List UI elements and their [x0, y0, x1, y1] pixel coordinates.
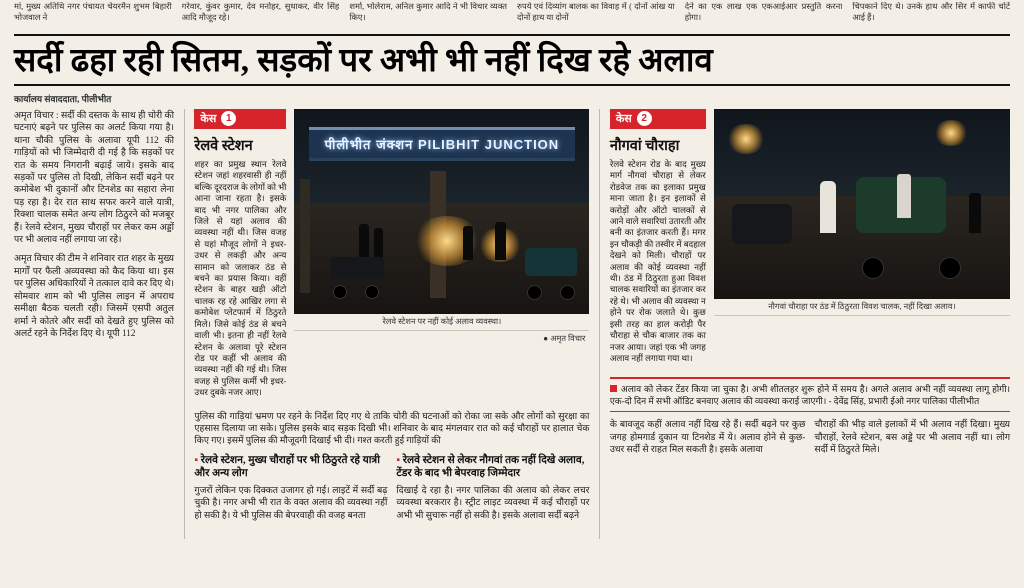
case-2-subhead: नौगवां चौराहा [609, 138, 680, 154]
case-2-photo-wrap [714, 109, 1010, 316]
nauganwa-chauraha-photo [714, 109, 1010, 299]
case-1-caption: रेलवे स्टेशन पर नहीं कोई अलाव व्यवस्था। [294, 314, 589, 331]
photo-wheel [862, 257, 884, 279]
top-strip-col: देने का एक लाख एक एकआईआर प्रस्तुति करना होगा। [684, 2, 843, 22]
red-square-icon [610, 385, 617, 392]
bullet-head: ▪ रेलवे स्टेशन, मुख्य चौराहों पर भी ठिठुरते रहे यात्री और अन्य लोग [194, 454, 387, 480]
photo-wheel [939, 257, 961, 279]
divider-top [14, 34, 1010, 36]
case-1-credit: ● अमृत विचार [543, 334, 586, 343]
station-name-board: पीलीभीत जंक्शन PILIBHIT JUNCTION [309, 127, 575, 161]
official-quote-value: अलाव को लेकर टेंडर किया जा चुका है। अभी शीतलहर शुरू होने में समय है। अगले अलाव अभी नहीं व्यवस्था लागू होगी। एक-दो दिन में सभी ऑडिट बनवाए अलाव की व्यवस्था कराई जाएगी। - देवेंद्र सिंह, प्रभारी ईओ नगर पालिका पीलीभीत [609, 384, 1010, 407]
photo-person [969, 193, 981, 233]
bottom-col [610, 418, 806, 462]
case-2-caption: नौगवां चौराहा पर ठंड में ठिठुरता विवश चालक, नहीं दिखा अलाव। [714, 299, 1010, 316]
top-strip-col: चिपकाने दिए थे। उनके हाथ और सिर में काफी चोटें आई हैं। [852, 2, 1011, 22]
photo-vehicle [330, 257, 384, 279]
divider-headline [14, 84, 1010, 86]
railway-station-photo [294, 109, 589, 314]
case-2-tag [610, 109, 706, 129]
official-quote-text [610, 383, 1010, 407]
case-1-tag-number: 1 [221, 111, 236, 126]
case-2-tag-label: केस [615, 113, 632, 125]
photo-person [359, 224, 369, 260]
top-truncated-strip [0, 0, 1024, 34]
byline: कार्यालय संवाददाता, पीलीभीत [14, 94, 112, 104]
bottom-col-text: चौराहों की भीड़ वाले इलाकों में भी अलाव नहीं दिखा। मुख्य चौराहों, रेलवे स्टेशन, बस अड्डे पर भी अलाव नहीं था। लोग सर्दी में ठिठुरते मिले। [814, 419, 1010, 455]
bullet-text: गुजरों लेकिन एक दिक्कत उजागर हो गई। लाइटें में सर्दी बढ़ चुकी है। नगर अभी भी रात के वक्त अलाव की व्यवस्था नहीं हो सकी है। ये भी पुलिस की बेपरवाही की वजह बनता [194, 484, 388, 520]
case-1-subhead: रेलवे स्टेशन [194, 138, 253, 154]
left-text-column [14, 109, 174, 539]
bottom-col-text: के बावजूद कहीं अलाव नहीं दिख रहे हैं। सर्दी बढ़ने पर कुछ जगह होमगार्ड दुकान या टिनशेड में ये। अलाव होने से कुछ-उधर सर्दी से राहत मिल सकती है। इसके अलावा [609, 419, 806, 455]
photo-person [463, 226, 473, 260]
page-headline: सर्दी ढहा रही सितम, सड़कों पर अभी भी नहीं दिख रहे अलाव [14, 43, 713, 79]
photo-wheel [333, 285, 347, 299]
case-1-para-a: शहर का प्रमुख स्थान रेलवे स्टेशन जहां शहरवासी ही नहीं बल्कि दूरदराज के लोगों को भी आना जाना रहता है। इसके बाद भी नगर पालिका और जिले से यहां अलाव की व्यवस्था नहीं थी। जिस वजह से यहां मौजूद लोगों ने इधर-उधर से लकड़ी और अन्य सामान को जलाकर ठंड से बचने का प्रयास किया। वहीं स्टेशन के बाहर खड़ी ऑटो चालक रह रहे आखिर लगा से कमोबेश प्लेटफार्म में ठिठुरते मिले। जिसे कोई ठंड से बचने वाली भी। इतना ही नहीं रेलवे स्टेशन के अलावा पूरे स्टेशन रोड पर कहीं भी अलाव की व्यवस्था नहीं की गई थी। जिस वजह से पुलिस कर्मी भी इधर-उधर दुबके नजर आए। [194, 159, 287, 398]
case-1-bullets [194, 454, 589, 528]
case-1-block [194, 109, 589, 539]
case-2-tag-number: 2 [637, 111, 652, 126]
case-1-tag-label: केस [200, 113, 217, 125]
bottom-col [814, 418, 1010, 462]
case-2-block [610, 109, 1010, 539]
photo-person [897, 174, 911, 218]
photo-streetlight-glow [726, 124, 766, 154]
photo-vehicle [732, 204, 792, 244]
top-strip-col: गरेवार, कुंवर कुमार, देव मनोहर, सुधाकर, वीर सिंह आदि मौजूद रहे। [181, 2, 340, 22]
case-2-para: रेलवे स्टेशन रोड के बाद मुख्य मार्ग नौगवां चौराहा से लेकर रोडवेज तक का इलाका प्रमुख माना जाता है। इन इलाकों से करोड़ों और ऑटो चालकों से आने वाले सवारियां उतारती और बनी का इंतजार करती हैं। मगर इन चौकड़ी की तस्वीर में बदहाल देखने को मिली। चौराहों पर अलाव की कोई व्यवस्था नहीं थी। ठंड में ठिठुरता हुआ विवश चालक सवारियों का इंतजार कर रहे थे। भी अलाव की व्यवस्था न होने पर रोक जलाते थे। कुछ इसी तरह का हाल करोड़ी पैर चौराहा से चौक बाजार तक का नजर आया। जहां एक भी जगह अलाव नहीं लगाया गया था। [609, 159, 706, 363]
main-content [14, 109, 1010, 539]
left-para: अमृत विचार की टीम ने शनिवार रात शहर के मुख्य मार्गों पर फैली अव्यवस्था को कैद किया था। इस पर पुलिस अधिकारियों ने तत्काल दावे कर दिए थे। सोमवार शाम को भी पुलिस लाइन में अपराध समीक्षा बैठक चलती रही। जिसमें एसपी अतुल शर्मा ने कोतरे और सर्दी को देखते हुए पुलिस को अलर्ट रहने के निर्देश दिए थे। यूपी 112 [14, 253, 174, 338]
official-quote-box [610, 377, 1010, 412]
photo-pillar [300, 179, 310, 294]
top-strip-col: रुपये एवं दिव्यांग बालक का विवाह में ( दोनों आंख या दोनों हाथ या दोनों [517, 2, 675, 22]
left-para: अमृत विचार : सर्दी की दस्तक के साथ ही चोरी की घटनाएं बढ़ने पर पुलिस का अलर्ट किया गया है। थाना चौकी पुलिस के अलावा यूपी 112 की गाड़ियों को भी जिम्मेदारी दी गई है कि सड़कों पर रात के समय निगरानी बढ़ाई जाये। इसके बाद सड़कों पर पुलिस तो दिखी, लेकिन सर्दी बढ़ने पर कमोबेश भी दुकानों और टिनशेड का सहारा लेना पड़ रहा है। देर रात साथ सफर करने वाले यात्री, रिक्शा चालक समेत अन्य लोग ठिठुरने को मजबूर हैं। रेलवे स्टेशन, मुख्य चौराहों पर लेकर कम अड्डों पर भी अलाव नहीं लगाया जा रहे। [14, 110, 174, 245]
case-1-tag [194, 109, 286, 129]
bullet-block [396, 454, 589, 528]
photo-person [374, 228, 383, 260]
bullet-block [194, 454, 387, 528]
photo-person [495, 222, 506, 260]
bullet-text: दिखाई दे रहा है। नगर पालिका की अलाव को लेकर लचर व्यवस्था बरकरार है। स्ट्रीट लाइट व्यवस्था में कई चौराहों पर अभी भी सुचारू नहीं हो सकी है। इसके अलावा सर्दी बढ़ने [396, 484, 590, 520]
top-strip-col: मां, मुख्य अतिथि नगर पंचायत चेयरमैन शुभम बिहारी भोजवाल ने [14, 2, 172, 22]
case-1-para-b: पुलिस की गाड़ियां भ्रमण पर रहने के निर्देश दिए गए थे ताकि चोरी की घटनाओं को रोका जा सके और लोगों को सुरक्षा का एहसास दिलाया जा सके। पुलिस इसके बाद सड़क दिखी भी। शनिवार के बाद मंगलवार रात को कई चौराहों पर हालात चेक किए गए। इसमें पुलिस की मौजूदगी दिखाई भी दी। गश्त करती हुई गाड़ियों की [194, 410, 590, 446]
bullet-head: ▪ रेलवे स्टेशन से लेकर नौगवां तक नहीं दिखे अलाव, टेंडर के बाद भी बेपरवाह जिम्मेदार [396, 454, 589, 480]
photo-vehicle [525, 248, 577, 276]
top-strip-col: शर्मा, भोलेराम, अनिल कुमार आदि ने भी विचार व्यक्त किए। [349, 2, 508, 22]
case-1-photo-wrap [294, 109, 589, 344]
photo-person [820, 181, 836, 233]
case-2-bottom-cols [610, 418, 1010, 462]
